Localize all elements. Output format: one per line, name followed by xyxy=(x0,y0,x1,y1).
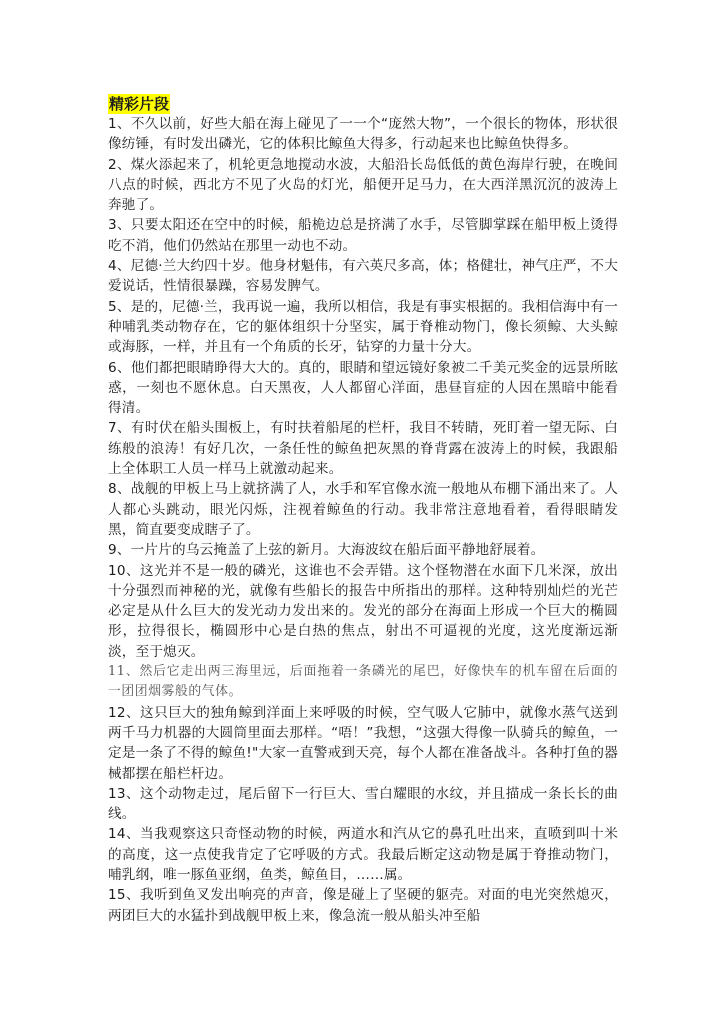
paragraph-13: 13、这个动物走过，尾后留下一行巨大、雪白耀眼的水纹，并且描成一条长长的曲线。 xyxy=(108,785,618,823)
paragraph-10: 10、这光并不是一般的磷光，这谁也不会弄错。这个怪物潜在水面下几米深，放出十分强烈而神秘的光，就像有些船长的报告中所指出的那样。这种特别灿烂的光芒必定是从什么巨大的发光动力发出来的。发光的部分在海面上形成一个巨大的椭圆形，拉得很长，椭圆形中心是白热的焦点，射出不可逼视的光度，这光度渐远渐淡，至于熄灭。 xyxy=(108,562,618,660)
section-heading: 精彩片段 xyxy=(109,95,170,113)
paragraph-14: 14、当我观察这只奇怪动物的时候，两道水和汽从它的鼻孔吐出来，直喷到叫十米的高度，这一点使我肯定了它呼吸的方式。我最后断定这动物是属于脊推动物门，哺乳纲，唯一豚鱼亚纲，鱼类，鲸鱼目，……属。 xyxy=(108,826,618,883)
paragraph-7: 7、有时伏在船头围板上，有时扶着船尾的栏杆，我目不转睛，死盯着一望无际、白练般的浪涛！有好几次，一条任性的鲸鱼把灰黑的脊背露在波涛上的时候，我跟船上全体职工人员一样马上就激动起来。 xyxy=(108,420,618,478)
paragraph-6: 6、他们都把眼睛睁得大大的。真的，眼睛和望远镜好象被二千美元奖金的远景所眩惑，一刻也不愿休息。白天黑夜，人人都留心洋面，患昼盲症的人因在黑暗中能看得清。 xyxy=(108,359,618,417)
paragraph-15: 15、我听到鱼叉发出响亮的声音，像是碰上了坚硬的躯壳。对面的电光突然熄灭，两团巨大的水猛扑到战舰甲板上来，像急流一般从船头冲至船 xyxy=(108,887,618,924)
paragraph-4: 4、尼德·兰大约四十岁。他身材魁伟，有六英尺多高，体；格健壮，神气庄严，不大爱说话，性情很暴躁，容易发脾气。 xyxy=(108,258,618,295)
paragraph-11: 11、然后它走出两三海里远，后面拖着一条磷光的尾巴，好像快车的机车留在后面的一团团烟雾般的气体。 xyxy=(108,664,618,700)
document-page xyxy=(108,94,618,926)
paragraph-2: 2、煤火添起来了，机轮更急地搅动水波，大船沿长岛低低的黄色海岸行驶，在晚间八点的时候，西北方不见了火岛的灯光，船便开足马力，在大西洋黑沉沉的波涛上奔驰了。 xyxy=(108,156,618,214)
paragraph-9: 9、一片片的乌云掩盖了上弦的新月。大海波纹在船后面平静地舒展着。 xyxy=(108,542,545,559)
paragraph-8: 8、战舰的甲板上马上就挤满了人，水手和军官像水流一般地从布棚下涌出来了。人人都心头跳动，眼光闪烁，注视着鲸鱼的行动。我非常注意地看着，看得眼睛发黑，简直要变成瞎子了。 xyxy=(108,481,618,538)
paragraph-1: 1、不久以前，好些大船在海上碰见了一一个“庞然大物”，一个很长的物体，形状很像纺锤，有时发出磷光，它的体积比鲸鱼大得多，行动起来也比鲸鱼快得多。 xyxy=(108,116,618,153)
paragraph-12: 12、这只巨大的独角鲸到洋面上来呼吸的时候，空气吸人它肺中，就像水蒸气送到两千马力机器的大圆筒里面去那样。“唔！”我想，“这强大得像一队骑兵的鲸鱼，一定是一条了不得的鲸鱼!"大家一直警戒到天亮，每个人都在准备战斗。各种打鱼的器械都摆在船栏杆边。 xyxy=(108,704,618,782)
paragraph-3: 3、只要太阳还在空中的时候，船桅边总是挤满了水手，尽管脚掌踩在船甲板上烫得吃不消，他们仍然站在那里一动也不动。 xyxy=(108,217,618,254)
paragraph-5: 5、是的，尼德·兰，我再说一遍，我所以相信，我是有事实根据的。我相信海中有一种哺乳类动物存在，它的躯体组织十分坚实，属于脊椎动物门，像长须鲸、大头鲸或海豚，一样，并且有一个角质的长牙，钻穿的力量十分大。 xyxy=(108,298,618,356)
